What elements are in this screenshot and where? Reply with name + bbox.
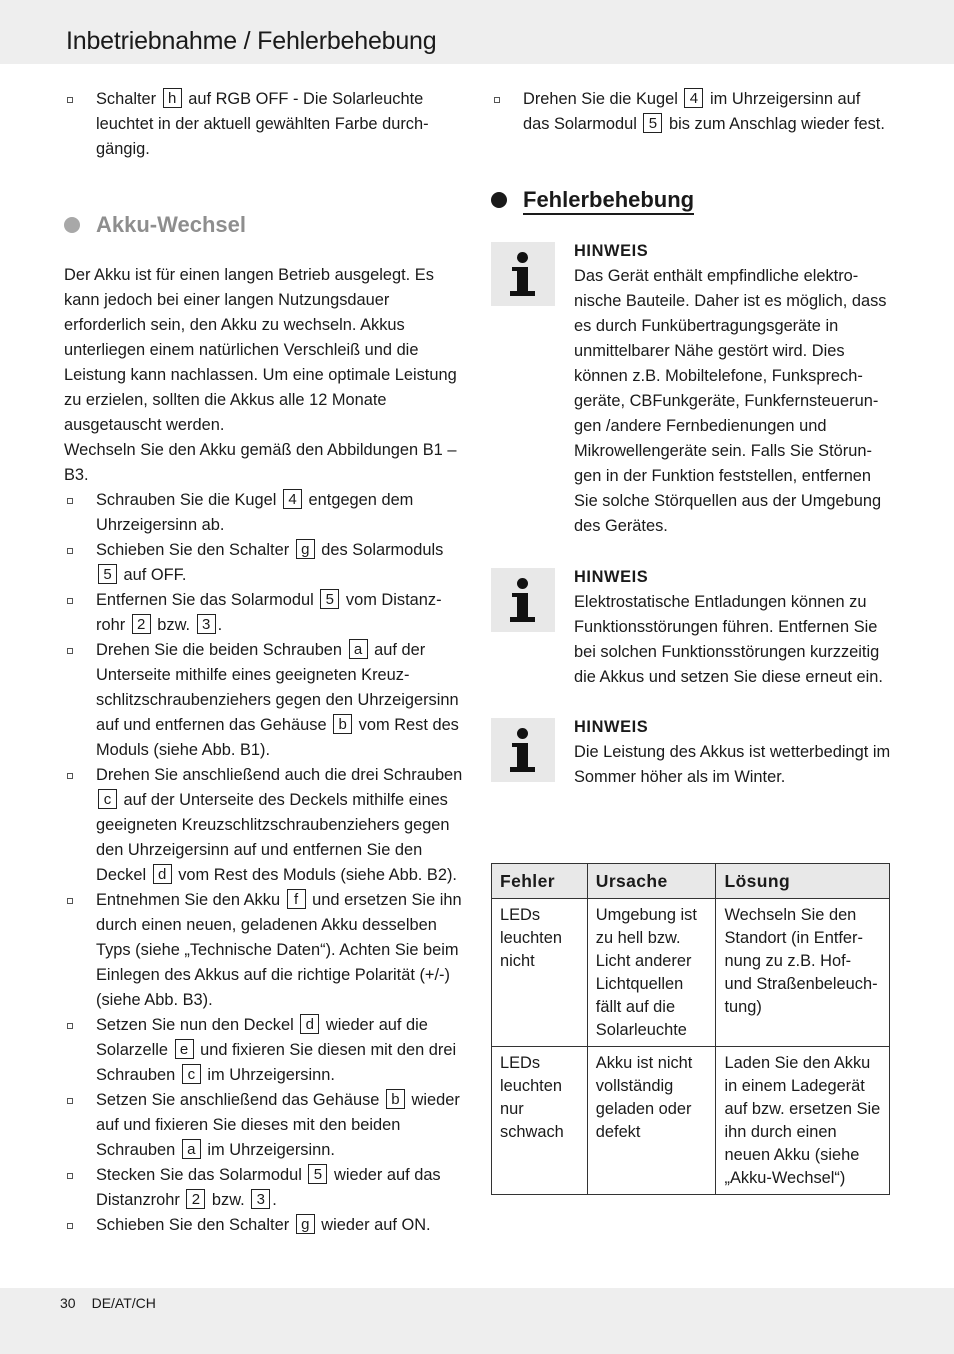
info-icon — [491, 568, 555, 632]
bullet-square-icon — [67, 1098, 73, 1104]
step-text: Schrauben Sie die Kugel 4 entgegen dem Uhrzeigersinn ab. — [96, 491, 414, 534]
right-column — [491, 87, 891, 790]
bullet-square-icon — [67, 898, 73, 904]
part-reference-badge: e — [175, 1039, 194, 1059]
bullet-square-icon — [67, 1173, 73, 1179]
info-icon — [491, 718, 555, 782]
note-title: HINWEIS — [574, 568, 649, 586]
section-heading-akku: Akku-Wechsel — [64, 209, 464, 241]
note-title: HINWEIS — [574, 718, 649, 736]
list-item — [64, 488, 464, 538]
part-reference-badge: c — [98, 789, 117, 809]
table-cell: LEDs leuchten nur schwach — [492, 1047, 588, 1195]
step-text: Stecken Sie das Solarmodul 5 wieder auf das Distanzrohr 2 bzw. 3 . — [96, 1166, 441, 1209]
step-text: Entnehmen Sie den Akku f und ersetzen Sie ihn durch einen neuen, geladenen Akku desselben Typs (siehe „Technische Daten“). Achten Sie beim Einlegen des Akkus auf die richtige Polarität (+/-) (siehe Abb. B3). — [96, 891, 462, 1009]
bullet-square-icon — [67, 548, 73, 554]
column-header: Fehler — [492, 864, 588, 899]
part-reference-badge: f — [287, 889, 306, 909]
part-reference-badge: g — [296, 539, 315, 559]
step-text: Drehen Sie anschließend auch die drei Schrauben c auf der Unterseite des Deckels mithilfe eines geeigneten Kreuzschlitzschraubenziehers gegen den Uhrzeigersinn auf und entfernen Sie den Deckel d vom Rest des Moduls (siehe Abb. B2). — [96, 766, 463, 884]
part-reference-badge: 3 — [197, 614, 216, 634]
note-text: Das Gerät enthält empfindliche elektronische Bauteile. Daher ist es möglich, dass es durch Funkübertragungsgeräte in unmittelbarer Nähe gestört wird. Dies können z.B. Mobiltelefone, Funksprechgeräte, CBFunkgeräte, Funkfernsteuerungen /andere Fernbedienungen und Mikrowellengeräte sein. Falls Sie Störungen in der Funktion feststellen, entfernen Sie solche Störquellen aus der Umgebung des Gerätes. — [574, 267, 887, 535]
bullet-square-icon — [67, 1223, 73, 1229]
section-heading-fehlerbehebung: Fehlerbehebung — [491, 184, 891, 216]
step-text: Setzen Sie anschließend das Gehäuse b wieder auf und fixieren Sie dieses mit den beiden Schrauben a im Uhrzeigersinn. — [96, 1091, 460, 1159]
part-reference-badge: 4 — [283, 489, 302, 509]
intro-step — [64, 87, 464, 162]
list-item — [64, 763, 464, 888]
bullet-square-icon — [67, 1023, 73, 1029]
intro-step — [491, 87, 891, 137]
bullet-square-icon — [494, 97, 500, 103]
part-reference-badge: 4 — [684, 88, 703, 108]
bullet-square-icon — [67, 773, 73, 779]
list-item — [64, 888, 464, 1013]
part-reference-badge: d — [300, 1014, 319, 1034]
bullet-square-icon — [67, 498, 73, 504]
step-text: Entfernen Sie das Solarmodul 5 vom Distanzrohr 2 bzw. 3 . — [96, 591, 442, 634]
step-text: Setzen Sie nun den Deckel d wieder auf die Solarzelle e und fixieren Sie diesen mit den drei Schrauben c im Uhrzeigersinn. — [96, 1016, 457, 1084]
list-item — [64, 588, 464, 638]
list-item — [64, 1163, 464, 1213]
bullet-square-icon — [67, 648, 73, 654]
list-item — [64, 1013, 464, 1088]
page-number: 30 — [60, 1295, 76, 1311]
part-reference-badge: b — [386, 1089, 405, 1109]
page-footer — [60, 1295, 172, 1311]
part-reference-badge: 2 — [186, 1189, 205, 1209]
akku-steps — [64, 488, 464, 1238]
locale-label: DE/AT/CH — [91, 1295, 156, 1311]
fault-table — [491, 863, 890, 1195]
part-reference-badge: g — [296, 1214, 315, 1234]
note-title: HINWEIS — [574, 242, 649, 260]
step-text: Drehen Sie die Kugel 4 im Uhrzeigersinn auf das Solarmodul 5 bis zum Anschlag wieder fest. — [523, 90, 885, 133]
part-reference-badge: a — [349, 639, 368, 659]
table-cell: Akku ist nicht vollständig geladen oder defekt — [587, 1047, 716, 1195]
list-item — [64, 1213, 464, 1238]
step-text: Schalter h auf RGB OFF - Die Solarleuchte leuchtet in der aktuell gewählten Farbe durchgängig. — [96, 90, 429, 158]
part-reference-badge: a — [182, 1139, 201, 1159]
part-reference-badge: 5 — [643, 113, 662, 133]
step-text: Schieben Sie den Schalter g des Solarmoduls 5 auf OFF. — [96, 541, 444, 584]
column-header: Lösung — [716, 864, 890, 899]
akku-paragraph-2: Wechseln Sie den Akku gemäß den Abbildungen B1 – B3. — [64, 441, 457, 484]
note-text: Die Leistung des Akkus ist wetterbedingt im Sommer höher als im Winter. — [574, 743, 891, 786]
left-column — [64, 87, 464, 1238]
table-row — [492, 899, 890, 1047]
part-reference-badge: 5 — [308, 1164, 327, 1184]
part-reference-badge: c — [182, 1064, 201, 1084]
bullet-square-icon — [67, 598, 73, 604]
bullet-dot-icon — [64, 217, 80, 233]
part-reference-badge: d — [153, 864, 172, 884]
step-text: Drehen Sie die beiden Schrauben a auf der Unterseite mithilfe eines geeigneten Kreuzschlitzschraubenziehers gegen den Uhrzeigersinn auf und entfernen das Gehäuse b vom Rest des Moduls (siehe Abb. B1). — [96, 641, 459, 759]
table-row — [492, 1047, 890, 1195]
akku-paragraph-1: Der Akku ist für einen langen Betrieb ausgelegt. Es kann jedoch bei einer langen Nutzungsdauer erforderlich sein, den Akku zu wechseln. Akkus unterliegen einem natürlichen Verschleiß und die Leistung kann nachlassen. Um eine optimale Leistung zu erzielen, sollten die Akkus alle 12 Monate ausgetauscht werden. — [64, 266, 457, 434]
list-item — [64, 1088, 464, 1163]
note-2 — [491, 565, 891, 690]
note-3 — [491, 715, 891, 790]
part-reference-badge: 5 — [320, 589, 339, 609]
note-text: Elektrostatische Entladungen können zu Funktionsstörungen führen. Entfernen Sie bei solchen Funktionsstörungen kurzzeitig die Akkus und setzen Sie diese erneut ein. — [574, 593, 883, 686]
table-cell: Laden Sie den Akku in einem Ladegerät auf bzw. ersetzen Sie ihn durch einen neuen Akku (siehe „Akku-Wechsel“) — [716, 1047, 890, 1195]
bullet-square-icon — [67, 97, 73, 103]
list-item — [64, 538, 464, 588]
table-cell: LEDs leuchten nicht — [492, 899, 588, 1047]
part-reference-badge: 2 — [132, 614, 151, 634]
step-text: Schieben Sie den Schalter g wieder auf ON. — [96, 1216, 431, 1234]
table-header-row — [492, 864, 890, 899]
part-reference-badge: h — [163, 88, 182, 108]
part-reference-badge: b — [333, 714, 352, 734]
column-header: Ursache — [587, 864, 716, 899]
info-icon — [491, 242, 555, 306]
table-cell: Umgebung ist zu hell bzw. Licht anderer Lichtquellen fällt auf die Solarleuchte — [587, 899, 716, 1047]
page-title: Inbetriebnahme / Fehlerbehebung — [66, 27, 437, 55]
part-reference-badge: 5 — [98, 564, 117, 584]
note-1 — [491, 239, 891, 539]
part-reference-badge: 3 — [251, 1189, 270, 1209]
table-cell: Wechseln Sie den Standort (in Entfernung zu z.B. Hof- und Straßenbeleuchtung) — [716, 899, 890, 1047]
list-item — [64, 638, 464, 763]
bullet-dot-icon — [491, 192, 507, 208]
